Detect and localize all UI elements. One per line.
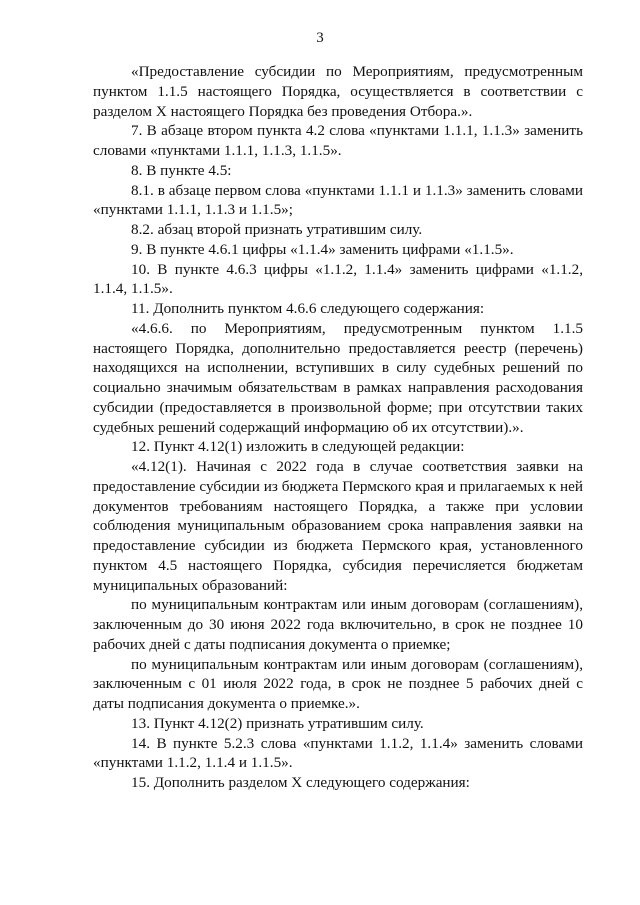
paragraph-7: 10. В пункте 4.6.3 цифры «1.1.2, 1.1.4» заменить цифрами «1.1.2, 1.1.4, 1.1.5».: [93, 260, 583, 298]
paragraph-15: 14. В пункте 5.2.3 слова «пунктами 1.1.2, 1.1.4» заменить словами «пунктами 1.1.2, 1.1.4 и 1.1.5».: [93, 734, 583, 772]
paragraph-2: 7. В абзаце втором пункта 4.2 слова «пунктами 1.1.1, 1.1.3» заменить словами «пунктами 1.1.1, 1.1.3, 1.1.5».: [93, 122, 583, 159]
paragraph-8: 11. Дополнить пунктом 4.6.6 следующего содержания:: [131, 300, 485, 317]
paragraph-16: 15. Дополнить разделом X следующего содержания:: [131, 774, 470, 791]
paragraph-12: по муниципальным контрактам или иным договорам (соглашениям), заключенным до 30 июня 2022 года включительно, в срок не позднее 10 рабочих дней с даты подписания документа о приемке;: [93, 596, 583, 653]
paragraph-6: 9. В пункте 4.6.1 цифры «1.1.4» заменить цифрами «1.1.5».: [131, 240, 514, 258]
paragraph-14: 13. Пункт 4.12(2) признать утратившим силу.: [131, 714, 424, 732]
paragraph-10: 12. Пункт 4.12(1) изложить в следующей редакции:: [131, 438, 465, 456]
page-number: 3: [316, 30, 324, 46]
paragraph-3: 8. В пункте 4.5:: [131, 161, 232, 179]
paragraph-4: 8.1. в абзаце первом слова «пунктами 1.1.1 и 1.1.3» заменить словами «пунктами 1.1.1, 1.1.3 и 1.1.5»;: [93, 181, 583, 219]
paragraph-9: «4.6.6. по Мероприятиям, предусмотренным пунктом 1.1.5 настоящего Порядка, дополнительно предоставляется реестр (перечень) находящихся на исполнении, вступивших в силу судебных решений по социально значимым обязательствам в рамках направления расходования субсидии (предоставляется в произвольной форме; при отсутствии таких судебных решений содержащий информацию об их отсутствии).».: [93, 319, 583, 436]
paragraph-1: «Предоставление субсидии по Мероприятиям, предусмотренным пунктом 1.1.5 настоящего Порядка, осуществляется в соответствии с разделом X настоящего Порядка без проведения Отбора.».: [93, 63, 583, 120]
paragraph-13: по муниципальным контрактам или иным договорам (соглашениям), заключенным с 01 июля 2022 года, в срок не позднее 5 рабочих дней с даты подписания документа о приемке.».: [93, 655, 583, 712]
document-body: [93, 62, 583, 793]
paragraph-5: 8.2. абзац второй признать утратившим силу.: [131, 221, 423, 238]
paragraph-11: «4.12(1). Начиная с 2022 года в случае соответствия заявки на предоставление субсидии из бюджета Пермского края и прилагаемых к ней документов требованиям настоящего Порядка, а также при условии соблюдения муниципальным образованием срока направления заявки на предоставление субсидии из бюджета Пермского края, установленного пунктом 4.5 настоящего Порядка, субсидия перечисляется бюджетам муниципальных образований:: [93, 458, 583, 594]
